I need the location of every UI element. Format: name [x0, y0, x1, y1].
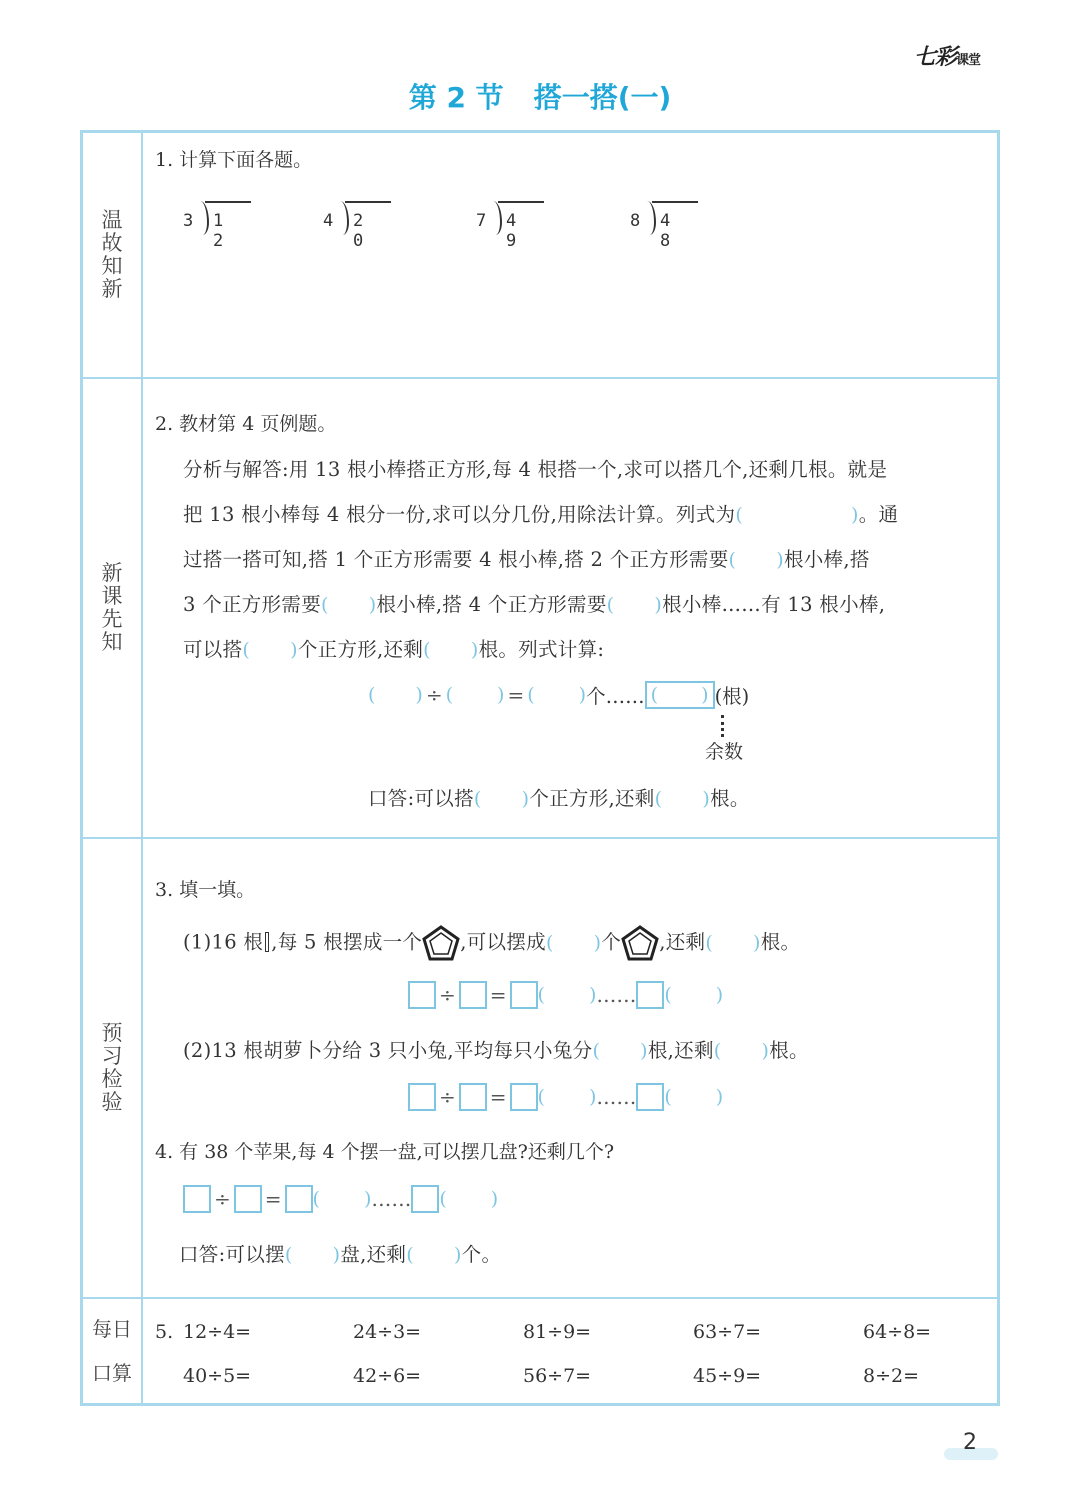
question-1: 1. 计算下面各题。	[155, 149, 313, 171]
blank-left-paren: (	[545, 931, 554, 954]
pentagon-icon	[422, 925, 460, 961]
division-bracket	[335, 201, 349, 235]
division-bracket	[488, 201, 502, 235]
line-text: (2)13 根胡萝卜分给 3 只小兔,平均每只小兔分	[183, 1039, 593, 1062]
blank-left-paren: (	[664, 984, 672, 1006]
blank-left-paren: (	[473, 788, 482, 810]
mental-math-item: 56÷7=	[523, 1365, 592, 1387]
blank-left-paren: (	[445, 684, 454, 706]
section-label-text	[92, 1307, 132, 1395]
answer-blank[interactable]	[607, 594, 662, 616]
division-bar	[345, 201, 391, 203]
line-text: 把 13 根小棒每 4 根分一份,求可以分几份,用除法计算。列式为	[183, 503, 736, 526]
equals-sign: =	[507, 683, 525, 707]
divide-sign: ÷	[439, 983, 456, 1007]
division-bar	[205, 201, 251, 203]
blank-left-paren: (	[664, 1086, 672, 1108]
mental-math-item: 63÷7=	[693, 1321, 762, 1343]
blank-left-paren: (	[606, 594, 615, 616]
box-equation-2	[408, 1083, 723, 1111]
question-3-2	[183, 1035, 809, 1063]
answer-blank[interactable]	[546, 932, 601, 954]
lesson-title: 搭一搭(一)	[533, 81, 672, 114]
blank-right-paren: )	[701, 684, 709, 706]
analysis-line-4	[183, 589, 885, 617]
division-bar	[498, 201, 544, 203]
section-label-review	[83, 133, 143, 377]
question-3-1	[183, 925, 800, 961]
answer-box[interactable]	[459, 1083, 487, 1111]
row-new-lesson	[83, 379, 997, 839]
line-text: 3 个正方形需要	[183, 593, 322, 616]
blank-right-paren: )	[290, 639, 298, 661]
question-3: 3. 填一填。	[155, 879, 256, 901]
mental-math-item: 40÷5=	[183, 1365, 252, 1387]
blank-left-paren: (	[735, 504, 744, 526]
section-label-line: 每日	[92, 1317, 132, 1341]
line-text: 根小棒,搭	[783, 548, 870, 571]
blank-right-paren: )	[588, 1086, 597, 1108]
box-equation-3	[183, 1185, 498, 1213]
line-text: 根。	[710, 787, 750, 810]
blank-right-paren: )	[453, 1244, 462, 1266]
question-2: 2. 教材第 4 页例题。	[155, 413, 337, 435]
question-5-label: 5.	[155, 1321, 174, 1343]
blank-left-paren: (	[537, 1086, 545, 1108]
blank-right-paren: )	[753, 931, 761, 954]
line-text: 口答:可以摆	[179, 1243, 285, 1266]
answer-blank[interactable]	[285, 1244, 340, 1266]
answer-box[interactable]	[234, 1185, 262, 1213]
section-label-text: 新课先知	[101, 561, 123, 654]
box-equation-1	[408, 981, 723, 1009]
dividend: 1 2	[213, 211, 230, 251]
blank-left-paren: (	[537, 984, 545, 1006]
answer-box[interactable]	[408, 1083, 436, 1111]
stick-icon	[265, 932, 269, 952]
equals-sign: =	[489, 983, 507, 1007]
division-bracket	[195, 201, 209, 235]
answer-box[interactable]	[510, 981, 538, 1009]
blank-right-paren: )	[490, 1188, 499, 1210]
divide-sign: ÷	[214, 1187, 231, 1211]
line-text: 个正方形,还剩	[529, 787, 655, 810]
page-title	[0, 76, 1080, 116]
section-label-preview-check	[83, 839, 143, 1297]
remainder-label: 余数	[705, 741, 744, 763]
mental-math-item: 12÷4=	[183, 1321, 252, 1343]
divisor: 7	[476, 211, 487, 231]
brand-logo	[914, 40, 980, 71]
blank-right-paren: )	[715, 1086, 724, 1108]
answer-blank[interactable]	[714, 1040, 769, 1062]
remainder-dots: ……	[596, 1085, 637, 1109]
blank-right-paren: )	[470, 639, 479, 661]
analysis-line-5	[183, 634, 604, 662]
remainder-box[interactable]	[645, 681, 715, 709]
blank-left-paren: (	[321, 594, 329, 616]
mental-math-item: 64÷8=	[863, 1321, 932, 1343]
blank-left-paren: (	[705, 931, 714, 954]
section-label-daily-math	[83, 1299, 143, 1403]
blank-right-paren: )	[415, 684, 423, 706]
line-text: 盘,还剩	[340, 1243, 407, 1266]
answer-blank[interactable]	[705, 932, 760, 954]
answer-blank[interactable]	[729, 549, 784, 571]
divide-sign: ÷	[425, 683, 443, 707]
blank-left-paren: (	[242, 639, 251, 661]
divide-sign: ÷	[439, 1085, 456, 1109]
blank-right-paren: )	[593, 931, 602, 954]
pentagon-icon	[621, 925, 659, 961]
unit-text: (根)	[714, 685, 750, 708]
blank-right-paren: )	[363, 1188, 372, 1210]
line-text: 个正方形,还剩	[297, 638, 424, 661]
answer-box[interactable]	[459, 981, 487, 1009]
line-text: 可以搭	[183, 638, 243, 661]
section-label-new-lesson	[83, 379, 143, 837]
row-review	[83, 133, 997, 379]
blank-left-paren: (	[650, 684, 658, 706]
blank-left-paren: (	[527, 684, 535, 706]
answer-blank[interactable]	[474, 788, 529, 810]
worksheet-frame	[80, 130, 1000, 1406]
division-bar	[652, 201, 698, 203]
line-text: 根。列式计算:	[478, 638, 605, 661]
mental-math-item: 42÷6=	[353, 1365, 422, 1387]
equals-sign: =	[489, 1085, 507, 1109]
line-text: 口答:可以搭	[368, 787, 474, 810]
dividend: 2 0	[353, 211, 370, 251]
line-text: ,还剩	[659, 930, 706, 954]
answer-box[interactable]	[408, 981, 436, 1009]
blank-right-paren: )	[368, 594, 377, 616]
row-preview-check	[83, 839, 997, 1299]
blank-right-paren: )	[702, 788, 711, 810]
blank-left-paren: (	[592, 1040, 601, 1062]
answer-blank[interactable]	[242, 639, 297, 661]
remainder-dots: ……	[596, 983, 637, 1007]
line-text: 根。	[760, 930, 801, 954]
page-number: 2	[963, 1430, 977, 1455]
remainder-dots: ……	[371, 1187, 412, 1211]
answer-box[interactable]	[183, 1185, 211, 1213]
unit-text: 个……	[586, 685, 645, 708]
dividend: 4 9	[506, 211, 523, 251]
blank-left-paren: (	[654, 788, 663, 810]
answer-box[interactable]	[510, 1083, 538, 1111]
line-text: 根。	[769, 1039, 809, 1062]
mental-math-item: 8÷2=	[863, 1365, 920, 1387]
mental-math-item: 24÷3=	[353, 1321, 422, 1343]
brand-small-text: 课堂	[956, 53, 981, 68]
dividend: 4 8	[660, 211, 677, 251]
blank-right-paren: )	[521, 788, 530, 810]
blank-right-paren: )	[715, 984, 724, 1006]
blank-left-paren: (	[406, 1244, 414, 1266]
analysis-line-1: 分析与解答:用 13 根小棒搭正方形,每 4 根搭一个,求可以搭几个,还剩几根。就是	[183, 458, 888, 481]
analysis-line-2	[183, 499, 898, 527]
blank-right-paren: )	[851, 504, 859, 526]
line-text: 。通	[858, 503, 899, 526]
line-text: 个	[601, 930, 622, 954]
blank-right-paren: )	[640, 1040, 648, 1062]
section-label-line: 口算	[92, 1361, 132, 1385]
answer-blank[interactable]	[592, 1040, 647, 1062]
line-text: 根小棒,搭 4 个正方形需要	[376, 593, 607, 616]
division-bracket	[642, 201, 656, 235]
line-text: 根小棒……有 13 根小棒,	[662, 593, 886, 616]
brand-text: 七彩	[914, 45, 957, 70]
question-4-answer	[179, 1239, 501, 1267]
answer-box[interactable]	[636, 981, 664, 1009]
blank-right-paren: )	[578, 684, 587, 706]
blank-left-paren: (	[284, 1244, 293, 1266]
row-daily-mental-math	[83, 1299, 997, 1403]
equals-sign: =	[264, 1187, 282, 1211]
section-label-text: 预习检验	[101, 1021, 123, 1114]
blank-left-paren: (	[423, 639, 431, 661]
oral-answer	[368, 783, 750, 811]
answer-blank[interactable]	[655, 788, 710, 810]
blank-right-paren: )	[776, 549, 784, 571]
blank-right-paren: )	[588, 984, 597, 1006]
answer-box[interactable]	[285, 1185, 313, 1213]
answer-blank[interactable]	[735, 504, 858, 526]
answer-blank[interactable]	[406, 1244, 461, 1266]
mental-math-item: 45÷9=	[693, 1365, 762, 1387]
answer-blank[interactable]	[423, 639, 478, 661]
divisor: 8	[630, 211, 641, 231]
answer-blank[interactable]	[321, 594, 376, 616]
line-text: 过搭一搭可知,搭 1 个正方形需要 4 根小棒,搭 2 个正方形需要	[183, 548, 729, 571]
remainder-pointer	[721, 715, 725, 737]
blank-left-paren: (	[728, 549, 737, 571]
answer-box[interactable]	[411, 1185, 439, 1213]
line-text: (1)16 根	[183, 930, 264, 954]
blank-right-paren: )	[497, 684, 505, 706]
section-number: 第 2 节	[408, 81, 504, 114]
blank-right-paren: )	[654, 594, 663, 616]
blank-left-paren: (	[439, 1188, 447, 1210]
blank-right-paren: )	[332, 1244, 341, 1266]
line-text: ,可以摆成	[460, 930, 546, 954]
divisor: 3	[183, 211, 194, 231]
mental-math-item: 81÷9=	[523, 1321, 592, 1343]
analysis-line-3	[183, 544, 870, 572]
blank-left-paren: (	[368, 684, 376, 706]
blank-left-paren: (	[713, 1040, 722, 1062]
line-text: ,每 5 根摆成一个	[271, 930, 423, 954]
question-4: 4. 有 38 个苹果,每 4 个摆一盘,可以摆几盘?还剩几个?	[155, 1141, 615, 1163]
line-text: 个。	[461, 1243, 502, 1266]
divisor: 4	[323, 211, 334, 231]
division-equation	[368, 681, 749, 709]
section-label-text: 温故知新	[101, 208, 123, 301]
line-text: 根,还剩	[647, 1039, 714, 1062]
answer-box[interactable]	[636, 1083, 664, 1111]
blank-right-paren: )	[761, 1040, 770, 1062]
blank-left-paren: (	[312, 1188, 320, 1210]
